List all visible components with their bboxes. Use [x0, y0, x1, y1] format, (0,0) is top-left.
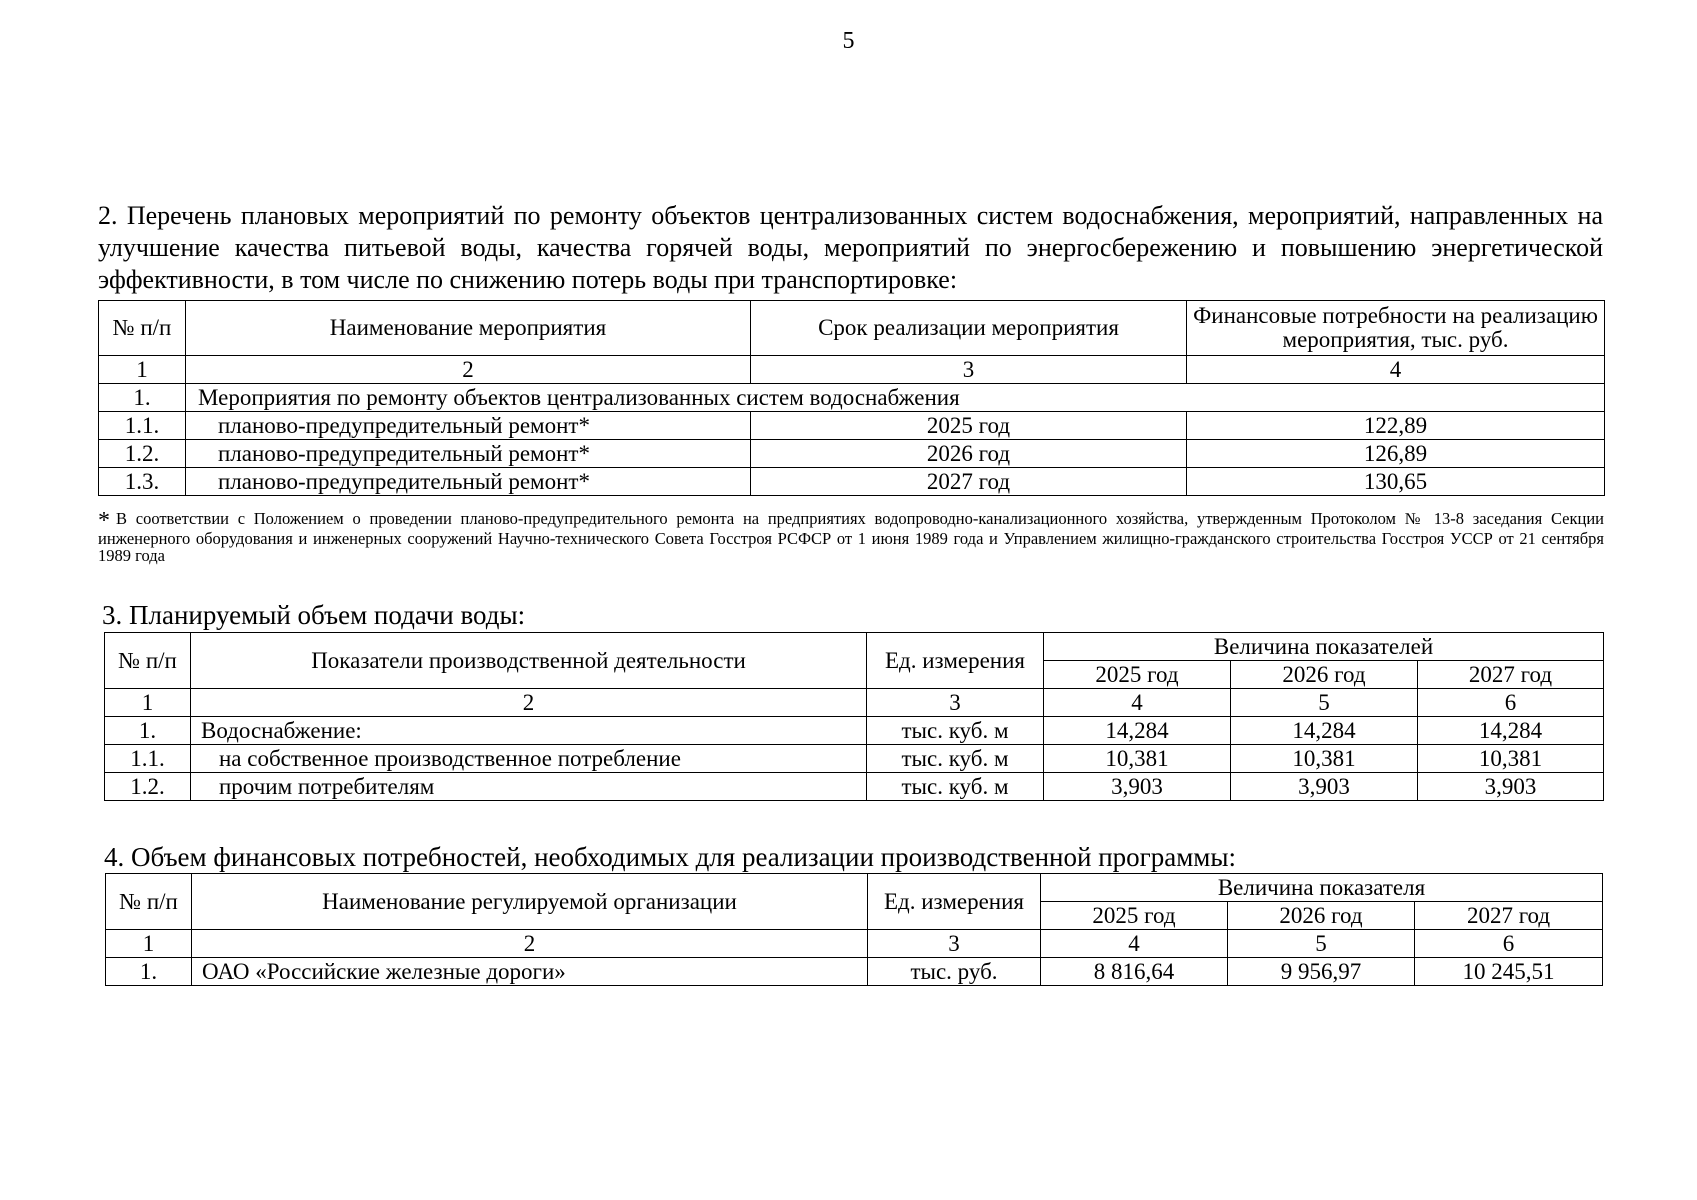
row-term: 2027 год: [751, 468, 1187, 496]
header-year: 2025 год: [1041, 902, 1228, 930]
table-row: [105, 717, 1604, 745]
row-value: 130,65: [1187, 468, 1605, 496]
row-value-2026: 9 956,97: [1228, 958, 1415, 986]
header-num: № п/п: [99, 301, 186, 356]
row-measure-name: планово-предупредительный ремонт*: [186, 468, 751, 496]
row-unit: тыс. руб.: [868, 958, 1041, 986]
header-year: 2027 год: [1415, 902, 1603, 930]
table-row: [99, 412, 1605, 440]
row-num: 1.: [106, 958, 192, 986]
row-value-2027: 10 245,51: [1415, 958, 1603, 986]
col-number: 5: [1228, 930, 1415, 958]
header-num: № п/п: [105, 633, 191, 689]
group-num: 1.: [99, 384, 186, 412]
row-num: 1.3.: [99, 468, 186, 496]
col-number: 4: [1187, 356, 1605, 384]
col-number: 4: [1041, 930, 1228, 958]
financial-needs-table: [105, 873, 1603, 986]
row-num: 1.2.: [105, 773, 191, 801]
row-num: 1.1.: [105, 745, 191, 773]
row-value-2025: 8 816,64: [1041, 958, 1228, 986]
row-num: 1.2.: [99, 440, 186, 468]
header-measure-name: Наименование мероприятия: [186, 301, 751, 356]
table-row: [99, 468, 1605, 496]
row-value-2026: 10,381: [1231, 745, 1418, 773]
section-3-heading: 3. Планируемый объем подачи воды:: [102, 600, 526, 630]
row-indicator: на собственное производственное потребление: [191, 745, 867, 773]
row-value-2025: 14,284: [1044, 717, 1231, 745]
header-year: 2027 год: [1418, 661, 1604, 689]
row-num: 1.1.: [99, 412, 186, 440]
header-year: 2026 год: [1231, 661, 1418, 689]
header-values: Величина показателей: [1044, 633, 1604, 661]
table-row: [105, 745, 1604, 773]
col-number: 6: [1418, 689, 1604, 717]
footnote: [98, 510, 1604, 564]
col-number: 5: [1231, 689, 1418, 717]
col-number: 6: [1415, 930, 1603, 958]
footnote-text: В соответствии с Положением о проведении планово-предупредительного ремонта на предприятиях водопроводно-канализационного хозяйства, утвержденным Протоколом № 13-8 заседания Секции инженерного оборудования и инженерных сооружений Научно-технического Совета Госстроя РСФСР от 1 июня 1989 года и Управлением жилищно-гражданского строительства Госстроя УССР от 21 сентября 1989 года: [98, 509, 1604, 565]
row-unit: тыс. куб. м: [867, 717, 1044, 745]
row-indicator: Водоснабжение:: [191, 717, 867, 745]
row-value-2026: 3,903: [1231, 773, 1418, 801]
row-num: 1.: [105, 717, 191, 745]
header-financial-needs: Финансовые потребности на реализацию мероприятия, тыс. руб.: [1187, 301, 1605, 356]
row-unit: тыс. куб. м: [867, 773, 1044, 801]
header-year: 2025 год: [1044, 661, 1231, 689]
col-number: 3: [867, 689, 1044, 717]
row-value-2027: 10,381: [1418, 745, 1604, 773]
table-row: [105, 773, 1604, 801]
header-year: 2026 год: [1228, 902, 1415, 930]
table-row: [99, 440, 1605, 468]
row-value-2025: 3,903: [1044, 773, 1231, 801]
col-number: 2: [186, 356, 751, 384]
table-row: [106, 958, 1603, 986]
col-number: 4: [1044, 689, 1231, 717]
row-unit: тыс. куб. м: [867, 745, 1044, 773]
row-value: 126,89: [1187, 440, 1605, 468]
row-value-2027: 3,903: [1418, 773, 1604, 801]
header-indicators: Показатели производственной деятельности: [191, 633, 867, 689]
water-supply-volume-table: [104, 632, 1604, 801]
col-number: 2: [192, 930, 868, 958]
section-2-heading: 2. Перечень плановых мероприятий по ремонту объектов централизованных систем водоснабжения, мероприятий, направленных на улучшение качества питьевой воды, качества горячей воды, мероприятий по энергосбережению и повышению энергетической эффективности, в том числе по снижению потерь воды при транспортировке:: [98, 201, 1603, 294]
header-unit: Ед. измерения: [868, 874, 1041, 930]
header-unit: Ед. измерения: [867, 633, 1044, 689]
col-number: 2: [191, 689, 867, 717]
page-number: 5: [842, 28, 855, 54]
row-value-2027: 14,284: [1418, 717, 1604, 745]
group-row: [99, 384, 1605, 412]
row-term: 2026 год: [751, 440, 1187, 468]
row-indicator: прочим потребителям: [191, 773, 867, 801]
row-organization: ОАО «Российские железные дороги»: [192, 958, 868, 986]
row-measure-name: планово-предупредительный ремонт*: [186, 440, 751, 468]
col-number: 1: [105, 689, 191, 717]
header-organization: Наименование регулируемой организации: [192, 874, 868, 930]
repair-measures-table: [98, 300, 1605, 496]
col-number: 1: [106, 930, 192, 958]
col-number: 3: [751, 356, 1187, 384]
row-term: 2025 год: [751, 412, 1187, 440]
footnote-star: *: [98, 508, 110, 534]
col-number: 3: [868, 930, 1041, 958]
row-measure-name: планово-предупредительный ремонт*: [186, 412, 751, 440]
section-4-heading: 4. Объем финансовых потребностей, необходимых для реализации производственной программы:: [104, 842, 1237, 872]
group-label: Мероприятия по ремонту объектов централизованных систем водоснабжения: [186, 384, 1605, 412]
header-term: Срок реализации мероприятия: [751, 301, 1187, 356]
row-value-2025: 10,381: [1044, 745, 1231, 773]
row-value-2026: 14,284: [1231, 717, 1418, 745]
header-num: № п/п: [106, 874, 192, 930]
col-number: 1: [99, 356, 186, 384]
header-value: Величина показателя: [1041, 874, 1603, 902]
row-value: 122,89: [1187, 412, 1605, 440]
